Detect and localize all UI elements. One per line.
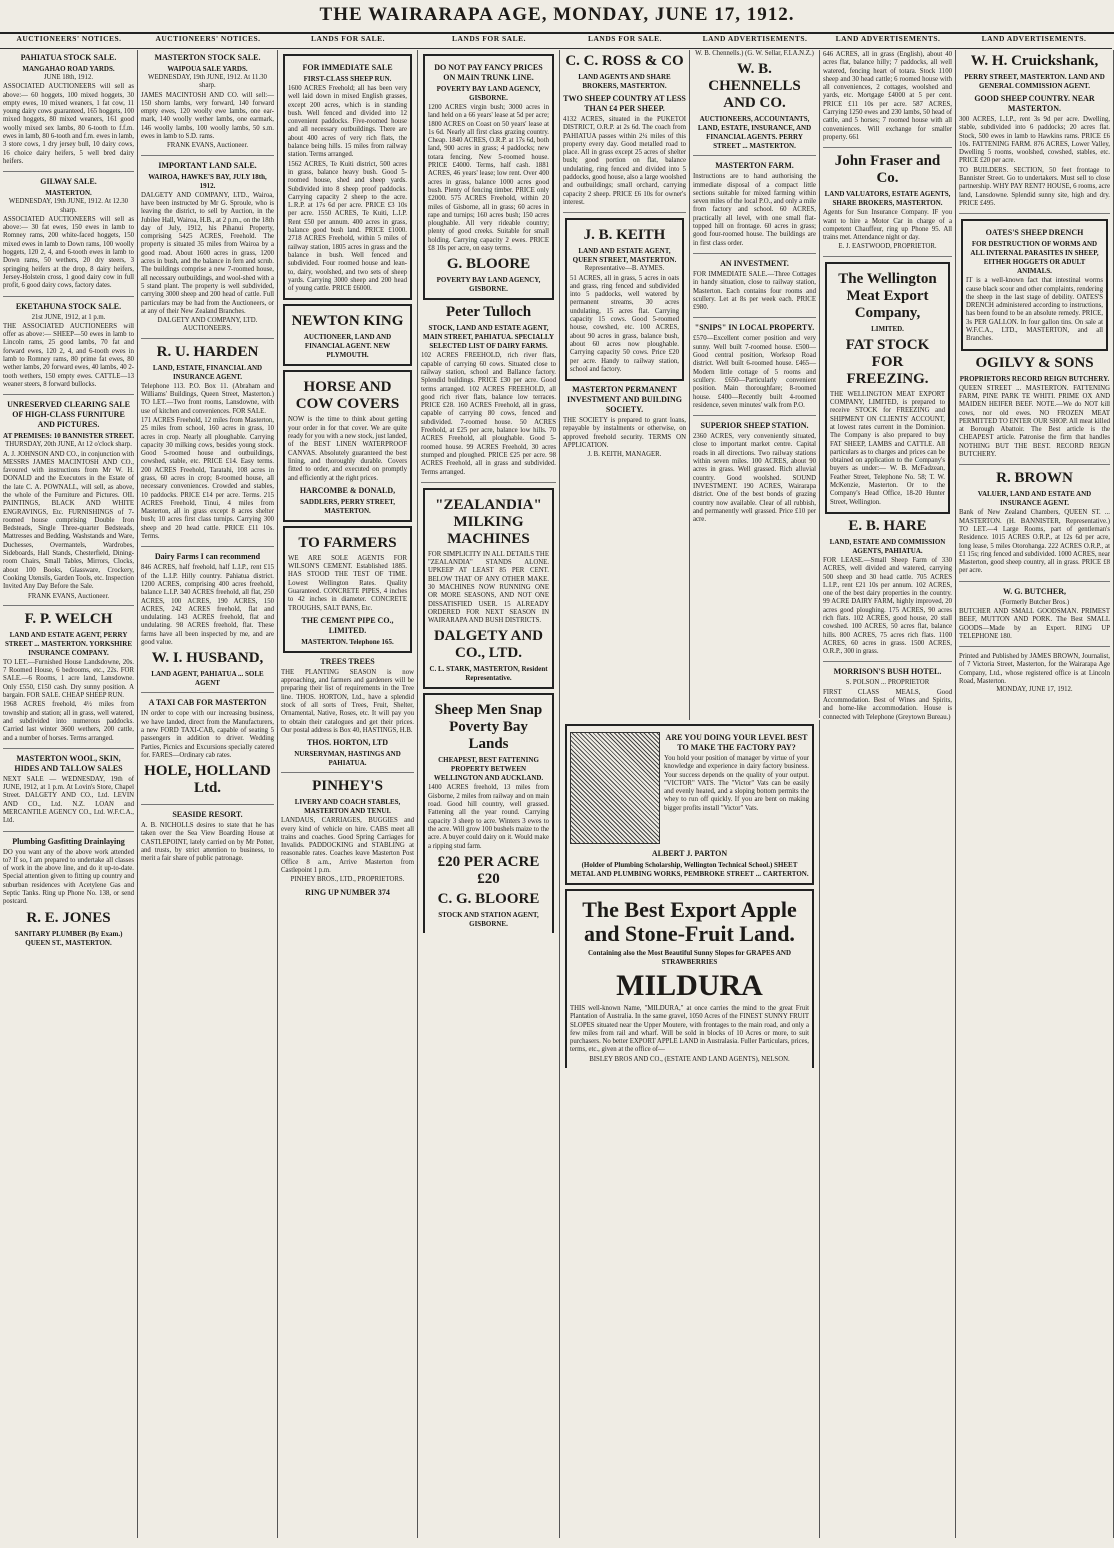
- ad-subtitle: MANGAHAO ROAD YARDS.: [22, 65, 115, 73]
- phone-number: RING UP NUMBER 374: [305, 887, 390, 897]
- meat-export-ad: [825, 262, 950, 514]
- ad-subtitle: LAND, ESTATE AND COMMISSION AGENTS, PAHIATUA.: [829, 537, 946, 555]
- ad-body: Instructions are to hand authorising the immediate disposal of a compact little sections suitable for mixed farming within seven miles of the local P.O., and only a mile from factory and school. 60 ACRES, practically all level, with one small flat-topped hill on frontage. 60 acres in grass; good four-roomed house. The buildings are in first class order.: [693, 173, 816, 247]
- ad-signature: S. POLSON ... PROPRIETOR: [845, 679, 930, 687]
- column-6: [690, 50, 820, 718]
- ad-signature: PINHEY BROS., LTD., PROPRIETORS.: [290, 876, 405, 884]
- column-2: [138, 50, 278, 1538]
- ad-title: FAT STOCK FOR FREEZING.: [845, 336, 930, 387]
- column-8: [956, 50, 1114, 1538]
- column-1: [0, 50, 138, 1538]
- ad-name: W. I. HUSBAND,: [151, 650, 264, 667]
- ad-subtitle: AT PREMISES: 10 BANNISTER STREET.: [3, 432, 134, 441]
- ad-subtitle: LAND VALUATORS, ESTATE AGENTS, SHARE BROKERS, MASTERTON.: [824, 190, 951, 208]
- agent-ad: [823, 518, 952, 663]
- ad-title: "ZEALANDIA" MILKING MACHINES: [435, 496, 542, 547]
- ad-date: JUNE 18th, 1912.: [43, 74, 94, 81]
- ad-subtitle: (Holder of Plumbing Scholarship, Wellington Technical School.) SHEET METAL AND PLUMBING WORKS, PEMBROKE STREET ... CARTERTON.: [570, 861, 809, 878]
- ad-subtitle: LAND, ESTATE, FINANCIAL AND INSURANCE AGENT.: [152, 363, 263, 381]
- ad-title: IMPORTANT LAND SALE.: [158, 160, 257, 170]
- agent-ad: [565, 218, 684, 381]
- ad-subtitle: C. L. STARK, MASTERTON, Resident Representative.: [429, 665, 548, 683]
- trees-ad: [281, 657, 414, 773]
- wide-ad-block: [560, 720, 820, 1538]
- ad-subtitle: VALUER, LAND AND ESTATE AND INSURANCE AGENT.: [977, 490, 1092, 508]
- ad-subtitle: (Formerly Butcher Bros.): [999, 598, 1070, 606]
- ad-subtitle: LIVERY AND COACH STABLES, MASTERTON AND TENUI.: [294, 798, 401, 816]
- ad-title: MASTERTON WOOL, SKIN, HIDES AND TALLOW SALES: [14, 753, 123, 773]
- ad-name: R. BROWN: [996, 470, 1073, 487]
- ad-title: OATES'S SHEEP DRENCH: [985, 228, 1084, 238]
- ad-name: OGILVY & SONS: [975, 354, 1094, 371]
- ad-body: JAMES MACINTOSH AND CO. will sell:— 150 shorn lambs, very forward, 140 forward empty ewes, 120 woolly ewe lambs, one ear-mark, 140 woolly wether lambs, one earmark, 146 woolly lambs, 100 woolly lambs, 50 s.m. ewes in lamb to S.D. rams.: [141, 91, 274, 141]
- stock-sale-ad: [141, 53, 274, 156]
- ad-title: TO FARMERS: [298, 534, 397, 551]
- vats-ad: [565, 724, 814, 885]
- sheep-drench-ad: [961, 219, 1108, 350]
- ad-name: NEWTON KING: [291, 313, 404, 330]
- ad-body: 1400 ACRES freehold, 13 miles from Gisborne, 2 miles from railway and on main road. Good hill country, well grassed. Fattening all the year round. Carrying capacity 3 sheep to acre. Winters 3 ewes to the acre. Will grow 100 bushels maize to the acre. A buyer could dairy on it. Would make a ripping stud farm.: [428, 784, 549, 850]
- section-header: LANDS FOR SALE.: [418, 34, 560, 49]
- ad-partners: W. B. Chennells.) (G. W. Sellar, F.I.A.N.Z.): [695, 50, 814, 57]
- ad-body: QUEEN STREET ... MASTERTON. FATTENING FARM, PINE PARK TE WHITI. PRIME OX AND MAIDEN HEIFER BEEF. NOTE.—We do NOT kill cows, nor old ewes. NO FROZEN MEAT PERMITTED TO ENTER OUR SHOP. All meat killed at Borough Abattoir. The Best article is the CHEAPEST article. Patronise the firm that handles NOTHING BUT THE BEST. RECORD REIGN BUTCHERY.: [959, 384, 1110, 459]
- ad-title: SUPERIOR SHEEP STATION.: [700, 421, 809, 431]
- ad-body: NOW is the time to think about getting your order in for that cover. We are quite ready for you with a new stock, just landed, of the BEST LINEN WATERPROOF CANVAS. Absolutely guaranteed the best lining, and thoroughly durable. Covers fitted to order, and executed on promptly and efficiently at the right prices.: [288, 416, 407, 482]
- ad-date: THURSDAY, 20th JUNE, At 12 o'clock sharp.: [5, 441, 132, 449]
- ad-body: 102 ACRES FREEHOLD, rich river flats, capable of carrying 60 cows. Situated close to railway station, school and Ballance factory. Splendid buildings. PRICE £30 per acre. Good terms arranged. 102 ACRES FREEHOLD, all good rich river flats, balance low terraces. PRICE £28. 160 ACRES Freehold, all in grass, capable of carrying 80 cows, fenced and subdivided. 7-roomed house. 50 ACRES Freehold, at £25 per acre, balance low hills. 70 ACRES Freehold, all ploughable. Good 5-roomed house. 99 ACRES Freehold, 30 acres stumped and ploughed. PRICE £25 per acre. 98 ACRES Freehold, all in grass and subdivided. Terms arranged.: [421, 352, 556, 476]
- plumber-ad: [3, 837, 134, 952]
- ad-title: GOOD SHEEP COUNTRY. NEAR MASTERTON.: [974, 94, 1095, 113]
- ad-body: ASSOCIATED AUCTIONEERS will sell as above:— 60 hoggets, 100 mixed hoggets, 30 empty ewes, 10 mixed weaners, 1 fat cow, 11 young dairy cows guaranteed, 165 hoggets, 100 mixed hoggets, 80 mixed weaners, 161 good woolly mixed sex lambs, 80 6-tooth to f.f.m. ewes in lamb, 80 6-tooth and f.m. ewes in lamb, 3 store cows, 1 dry jersey bull, 10 dairy cows, 16 choice dairy heifers, 5 well bred dairy heifers.: [3, 83, 134, 165]
- agent-ad: [563, 53, 686, 213]
- ad-subtitle: FIRST-CLASS SHEEP RUN.: [303, 75, 392, 83]
- ad-body: THE PLANTING SEASON is now approaching, and farmers and gardeners will be preparing their list of requirements in the Tree line. THOS. HORTON, Ltd., have a splendid stock of all sorts of Trees, Fruit, Shelter, Ornamental, Native, Roses, etc. It will pay you to obtain their catalogues and get their prices. Our postal address is Box 40, HASTINGS, H.B.: [281, 668, 414, 734]
- masthead: [0, 0, 1114, 34]
- sheep-run-ad: [283, 54, 412, 300]
- ad-name: W. B. CHENNELLS AND CO.: [708, 61, 801, 112]
- butchery-ad: [959, 355, 1110, 466]
- ad-body: £570—Excellent corner position and very sunny. Well built 7-roomed house. £500—Good central position, Worksop Road district. Well built 6-roomed house. £465—Modern little cottage of 5 rooms and scullery. £650—Particularly convenient position. Main thoroughfare; 8-roomed house. £400—Recently built 4-roomed residence, seven minutes' walk from P.O.: [693, 335, 816, 409]
- ad-title: MASTERTON PERMANENT INVESTMENT AND BUILDING SOCIETY.: [567, 385, 682, 415]
- land-ad: [823, 51, 952, 148]
- imprint-text: Printed and Published by JAMES BROWN, Journalist, of 7 Victoria Street, Masterton, for the Wairarapa Age Company, Ltd., whose registered office is at Lincoln Road, Masterton.: [959, 653, 1110, 686]
- ad-signature: BISLEY BROS AND CO., (ESTATE AND LAND AGENTS), NELSON.: [589, 1055, 790, 1063]
- ad-title: AN INVESTMENT.: [720, 258, 789, 268]
- column-3: [278, 50, 418, 1538]
- ad-title: EKETAHUNA STOCK SALE.: [15, 301, 122, 311]
- ad-name: THOS. HORTON, LTD: [306, 738, 389, 748]
- ad-subtitle: LIMITED.: [871, 324, 904, 333]
- ad-body: 51 ACRES, all in grass, 5 acres in oats and grass, ring fenced and subdivided into 5 paddocks, well watered by permanent streams, 30 acres undulating, 15 acres flat. Carrying capacity 15 cows. Good 5-roomed house, cowshed, etc. 100 ACRES, about 90 acres in grass, balance bush, about 60 acres now ploughable. Carrying capacity 50 cows. Price £20 per acre. Handy to railway station, school and factory.: [570, 274, 679, 373]
- ad-body: 2360 ACRES, very conveniently situated, close to important market centre. Capital roads in all directions. Two railway stations within seven miles. 100 ACRES, about 90 acres in grass. Well grassed. Rich alluvial country. Good woolshed. SOUND INVESTMENT. 190 ACRES, Wairarapa district. One of the best bonds of grazing country now available. Clear of all rubbish, and permanently well grassed. Price £10 per acre.: [693, 433, 816, 524]
- ad-subtitle: STOCK, LAND AND ESTATE AGENT, MAIN STREET, PAHIATUA. SPECIALLY SELECTED LIST OF DAIRY FARMS.: [422, 324, 554, 351]
- ad-subtitle: LAND AND ESTATE AGENT, PERRY STREET ... MASTERTON. YORKSHIRE INSURANCE COMPANY.: [4, 630, 133, 657]
- ad-body: THE WELLINGTON MEAT EXPORT COMPANY, LIMITED, is prepared to receive STOCK for FREEZING and SHIPMENT ON CLIENTS' ACCOUNT, at lowest rates current in the Dominion. The Company is also prepared to buy FAT SHEEP, LAMBS and CATTLE. All particulars as to charges and prices can be obtained on application to the Company's buyers as under:— W. B. McFadzean, Feather Street, Telephone No. 58; T. W. McKenzie, Masterton. Or to the Company's Head Office, 18-20 Hunter Street, Wellington.: [830, 390, 945, 506]
- ad-subtitle: LAND AGENTS AND SHARE BROKERS, MASTERTON.: [578, 73, 671, 90]
- snips-ad: [693, 323, 816, 416]
- ad-body: IN order to cope with our increasing business, we have landed, direct from the Manufacturers, a new FORD TAXI-CAB, capable of seating 5 passengers in addition to driver. Wedding Parties, Picnics and Excursions specially catered for. FARES—Ordinary cab rates.: [141, 710, 274, 759]
- agent-ad: [421, 304, 556, 482]
- stock-sale-ad: [3, 53, 134, 172]
- ad-title: ARE YOU DOING YOUR LEVEL BEST TO MAKE THE FACTORY PAY?: [665, 733, 808, 752]
- ad-name: MILDURA: [616, 969, 763, 1002]
- ad-name: PINHEY'S: [312, 778, 383, 795]
- ad-title: Sheep Men Snap Poverty Bay Lands: [434, 702, 543, 753]
- hotel-ad: [823, 667, 952, 726]
- ad-subtitle: LAND AGENT, PAHIATUA ... SOLE AGENT: [151, 670, 264, 688]
- ad-name: F. P. WELCH: [24, 610, 113, 627]
- newspaper-title: THE WAIRARAPA AGE, MONDAY, JUNE 17, 1912.: [319, 4, 795, 25]
- ad-title: DO NOT PAY FANCY PRICES ON MAIN TRUNK LINE.: [434, 63, 543, 82]
- ad-signature: FRANK EVANS, Auctioneer.: [166, 142, 249, 150]
- ad-title: FOR IMMEDIATE SALE: [302, 63, 393, 72]
- ad-body: DO you want any of the above work attended to? If so, I am prepared to undertake all classes of work in the above line, and do it up-to-date. Special attention given to fitting up country and suburban residences with Acetylene Gas and Septic Tanks. Ring up Phone No. 138, or send postcard.: [3, 848, 134, 906]
- ad-signature: E. J. EASTWOOD, PROPRIETOR.: [838, 243, 937, 251]
- ad-body: 1562 ACRES, Te Kuiti district, 500 acres in grass, balance heavy bush. Good 5-roomed house, shed and sheep yards. Subdivided into 8 sheep proof paddocks. Carrying capacity 2 sheep to the acre. L.R.P. at 17s 6d per acre. PRICE £3 10s per acre. 1550 ACRES, Te Kuiti, L.I.P. Rent £50 per annum. 400 acres in grass, balance good bush land. PRICE £1000. 2718 ACRES Freehold, within 5 miles of railway station, 1805 acres in grass and the balance in bush. Well fenced and subdivided. Four roomed house and lean-to, dairy, woolshed, and two sets of sheep yards. Carrying 3000 sheep and 200 head of young cattle. PRICE £6000.: [288, 160, 407, 293]
- ad-body: TO BUILDERS. SECTION, 50 feet frontage to Bannister Street. Go to undertakers. Must sell to close partnership. WHY PAY RENT? HOUSE, 6 rooms, acre land, Lansdowne. Splendid sunny site, high and dry. PRICE £495.: [959, 166, 1110, 207]
- ad-subtitle: Containing also the Most Beautiful Sunny Slopes for GRAPES AND STRAWBERRIES: [587, 949, 792, 966]
- ad-name: W. H. Cruickshank,: [970, 53, 1099, 69]
- land-sale-ad: [141, 161, 274, 339]
- milking-machines-ad: [423, 488, 554, 690]
- agent-ad: [141, 344, 274, 548]
- wool-sale-ad: [3, 754, 134, 832]
- ad-representative: Representative—B. AYMES.: [584, 265, 665, 273]
- ad-body: 846 ACRES, half freehold, half L.I.P., rent £15 of the L.I.P. Hilly country. Pahiatua district. 1200 ACRES, comprising 400 acres freehold, balance L.I.P. 340 ACRES freehold, all flat, 250 ACRES, 100 ACRES, 190 ACRES, 150 ACRES, 242 ACRES freehold, flat and undulating. 143 ACRES freehold, flat and undulating. 98 ACRES freehold, flat. These farms have all been inspected by me, and are good value.: [141, 564, 274, 647]
- ad-title: The Best Export Apple and Stone-Fruit Land.: [582, 897, 797, 946]
- agent-ad: [3, 611, 134, 749]
- agent-ad: [693, 50, 816, 156]
- ad-date: WEDNESDAY, 19th JUNE, 1912. At 12.30 sharp.: [8, 198, 129, 214]
- sheep-station-ad: [693, 421, 816, 529]
- section-header: LANDS FOR SALE.: [560, 34, 690, 49]
- ad-body: 1200 ACRES virgin bush; 3000 acres in land held on a 66 years' lease at 5d per acre; 1800 ACRES on Coast on 50 years' lease at 1s 6d. Nearly all first class grazing country. Cheap. 1840 ACRES, O.R.P. at 17s 6d, both land, 900 acres in grass; 4 paddocks; new totara fencing. New 5-roomed house. PRICE £4000. Terms, half cash. 1881 ACRES, 46 years' lease; low rent. Over 400 acres in grass, balance 1000 acres good bush. Plenty of fencing timber. PRICE only £2000. 575 ACRES Freehold, within 20 miles of Gisborne, all in grass; 60 acres in rape and turnips; 160 acres bush; 150 acres ploughable. All very rideable country; plenty of good creeks. Suitable for small holding. Carrying capacity 2 ewes. PRICE £8 10s per acre, on easy terms.: [428, 104, 549, 253]
- seaside-ad: [141, 810, 274, 868]
- ad-name: C. C. ROSS & CO: [565, 53, 684, 69]
- stock-sale-ad: [3, 302, 134, 396]
- ad-subtitle: STOCK AND STATION AGENT, GISBORNE.: [438, 910, 539, 928]
- ad-body: THIS well-known Name, "MILDURA," at once carries the mind to the great Fruit Plantation of Australia. In the same gravel, 1050 Acres of the FINEST SUNNY FRUIT SLOPES situated near the Upper Moutere, with frontages to the main road, and only a few miles from rail and wharf. Will be sold in blocks of 10 Acres or more, to suit purchasers. No better EXPORT APPLE LAND in Australasia. Fuller Particulars, prices, terms, etc., given at the office of—: [570, 1005, 809, 1054]
- ad-subtitle: AUCTIONEER, LAND AND FINANCIAL AGENT. NEW PLYMOUTH.: [303, 333, 392, 360]
- ad-title: Dairy Farms I can recommend: [154, 552, 261, 562]
- ad-body: 646 ACRES, all in grass (English), about 40 acres flat, balance hilly; 7 paddocks, all well watered, fencing heart of totara. Stock 1100 sheep and 30 head cattle; 6 roomed house with all conveniences, 2 cottages, woolshed and yards, etc. Mortgage £4000 at 5 per cent. PRICE £11 10s per acre. 587 ACRES, Carrying 1250 ewes and 230 lambs, 50 head of cattle, and 5 horses; 7 roomed house with all conveniences. Will exchange for smaller property. 661: [823, 51, 952, 141]
- ad-name: R. E. JONES: [26, 909, 111, 926]
- ad-name: DALGETY AND CO., LTD.: [433, 628, 544, 662]
- imprint-date: MONDAY, JUNE 17, 1912.: [996, 686, 1073, 694]
- poverty-bay-ad: [423, 693, 554, 932]
- ad-name: W. G. BUTCHER,: [1002, 586, 1067, 596]
- ad-name: J. B. KEITH: [583, 227, 666, 244]
- ad-subtitle: SADDLERS, PERRY STREET, MASTERTON.: [299, 497, 396, 515]
- ad-subtitle: AUCTIONEERS, ACCOUNTANTS, LAND, ESTATE, INSURANCE, AND FINANCIAL AGENTS. PERRY STREET ... MASTERTON.: [697, 115, 812, 151]
- mildura-ad: [565, 889, 814, 1068]
- covers-ad: [283, 370, 412, 521]
- ad-subtitle: SANITARY PLUMBER (By Exam.) QUEEN ST., MASTERTON.: [14, 929, 123, 947]
- ad-title: PAHIATUA STOCK SALE.: [20, 53, 117, 62]
- section-header: AUCTIONEERS' NOTICES.: [0, 34, 138, 49]
- ad-body: WE ARE SOLE AGENTS FOR WILSON'S CEMENT. Established 1885. HAS STOOD THE TEST OF TIME. Lowest Wellington Rates. Quality Guaranteed. CONCRETE PIPES, 4 inches to 42 inches in diameter. CONCRETE TROUGHS, SALT PANS, Etc.: [288, 554, 407, 612]
- ad-title: TREES TREES: [320, 656, 375, 666]
- ad-title: MASTERTON STOCK SALE.: [154, 53, 261, 62]
- ad-body: 171 ACRES Freehold, 12 miles from Masterton, 25 miles from school, 160 acres in grass, 10 acres in crop. Nearly all ploughable. Carrying capacity 30 milking cows, besides young stock. Good 5-roomed house and outbuildings, cowshed, stable, etc. PRICE £14. Easy terms. 200 ACRES Freehold, Taratahi, 108 acres in grass, 60 acres in crop; 8-roomed house, all necessary conveniences. Crowded and stables, 10 paddocks. PRICE £14 per acre. Terms. 215 ACRES Freehold, Tinui, 4 miles from Masterton, all in grass except 8 acres shelter bush; 10 acres first class turnips. Carrying 300 sheep and 20 head cattle. PRICE £11 10s. Terms.: [141, 416, 274, 541]
- ad-date: 21st JUNE, 1912, at 1 p.m.: [31, 313, 106, 321]
- ad-signature: DALGETY AND COMPANY, LTD. AUCTIONEERS.: [157, 317, 258, 333]
- ad-subtitle: WAIPOUA SALE YARDS.: [167, 65, 248, 73]
- ad-title: "SNIPS" IN LOCAL PROPERTY.: [694, 323, 815, 333]
- ad-subtitle: LAND AND ESTATE AGENT, QUEEN STREET, MASTERTON.: [572, 247, 677, 265]
- gisborne-land-ad: [423, 54, 554, 300]
- ad-name: John Fraser and Co.: [834, 153, 941, 187]
- agent-ad: [959, 53, 1110, 214]
- ad-body: NEXT SALE — WEDNESDAY, 19th of JUNE, 1912, at 1 p.m. At Lovin's Store, Chapel Street. DALGETY AND CO., Ltd. LEVIN AND CO., Ltd. N.Z. LOAN and MERCANTILE AGENCY CO., Ltd. W.F.C.A., Ltd.: [3, 775, 134, 825]
- ad-subtitle: POVERTY BAY LAND AGENCY, GISBORNE.: [436, 276, 541, 294]
- ad-signature: FRANK EVANS, Auctioneer.: [27, 592, 110, 600]
- section-header: LAND ADVERTISEMENTS.: [820, 34, 956, 49]
- section-header: AUCTIONEERS' NOTICES.: [138, 34, 278, 49]
- ad-name: Peter Tulloch: [445, 304, 532, 321]
- ad-body: FOR IMMEDIATE SALE.—Three Cottages in handy situation, close to railway station, Masterton. Each contains four rooms and scullery. Let at 8s per week each. PRICE £980.: [693, 270, 816, 312]
- ad-name: R. U. HARDEN: [156, 343, 259, 360]
- ad-name: G. BLOORE: [446, 256, 531, 273]
- ad-name: C. G. BLOORE: [437, 890, 540, 907]
- ad-subtitle: PROPRIETORS RECORD REIGN BUTCHERY.: [959, 374, 1110, 383]
- stock-sale-ad: [3, 177, 134, 296]
- ad-subtitle: CHEAPEST, BEST FATTENING PROPERTY BETWEEN WELLINGTON AND AUCKLAND.: [433, 756, 544, 783]
- ad-name: THE CEMENT PIPE CO., LIMITED.: [301, 615, 394, 635]
- ad-body: 1600 ACRES Freehold; all has been very well laid down in mixed English grasses, except 200 acres, which is in standing bush. Well fenced and divided into 12 convenient paddocks. Five-roomed house and all necessary outbuildings. There are about 400 acres of very rich flats, the balance being hills. 15 miles from railway station. Terms arranged.: [288, 85, 407, 159]
- investment-ad: [693, 259, 816, 318]
- ad-subtitle: NURSERYMAN, HASTINGS AND PAHIATUA.: [294, 750, 401, 768]
- agent-ad: [283, 304, 412, 366]
- column-4: [418, 50, 560, 1538]
- agent-ad: [823, 153, 952, 256]
- ad-body: A. B. NICHOLLS desires to state that he has taken over the Sea View Boarding House at CASTLEPOINT, lately carried on by Mr Potter, and trusts, by strict attention to business, to merit a fair share of public patronage.: [141, 822, 274, 863]
- publisher-imprint: [959, 653, 1110, 694]
- clearing-sale-ad: [3, 400, 134, 606]
- section-header: LANDS FOR SALE.: [278, 34, 418, 49]
- ad-subtitle: MASTERTON. Telephone 165.: [301, 637, 394, 646]
- building-society-ad: [563, 385, 686, 463]
- ad-body: IT is a well-known fact that intestinal worms cause black scour and other complaints, rendering the sheep in the last stage of debility. OATES'S DRENCH administered according to instructions, has been found to be an absolute remedy. PRICE, 3s PER GALLON. In four gallon tins. On sale at W.F.C.A., LTD., MASTERTON, and all Branches.: [966, 277, 1103, 343]
- ad-body: BUTCHER AND SMALL GOODSMAN. PRIMEST BEEF, MUTTON AND PORK. The Best SMALL GOODS—Made by an Expert. RING UP TELEPHONE 180.: [959, 607, 1110, 640]
- section-header: LAND ADVERTISEMENTS.: [956, 34, 1112, 49]
- ad-title: MASTERTON FARM.: [715, 161, 794, 171]
- ad-title: GILWAY SALE.: [40, 177, 97, 187]
- ad-name: HARCOMBE & DONALD,: [299, 485, 396, 495]
- ad-signature: J. B. KEITH, MANAGER.: [587, 451, 662, 459]
- ad-body: Telephone 113. P.O. Box 11. (Abraham and Williams' Buildings, Queen Street, Masterton.) TO LET.—Two front rooms, Lansdowne, with use of kitchen and conveniences. FOR SALE.: [141, 382, 274, 415]
- butcher-ad: [959, 587, 1110, 647]
- ad-name: E. B. HARE: [848, 517, 927, 534]
- dairy-farms-ad: [141, 552, 274, 693]
- ad-title: TWO SHEEP COUNTRY AT LESS THAN £4 PER SHEEP.: [563, 94, 686, 113]
- ad-body: ASSOCIATED AUCTIONEERS will sell as above:— 30 fat ewes, 150 ewes in lamb to Romney rams, 200 white-faced hoggets, 150 mixed ewes in lamb to Down rams, 100 woolly hoggets, 120 2, 4, and 6-tooth ewes in lamb to Down rams, 50 wethers, 20 dry steers, 3 springing heifers at the drop, 8 dairy heifers, Jersey-Holstein cross, 1 good dairy cow in full profit, 6 good dairy cows, factory dates.: [3, 215, 134, 290]
- ad-body: 4132 ACRES, situated in the PUKETOI DISTRICT, O.R.P. at 2s 6d. The coach from PAHIATUA passes within 2¼ miles of this property every day. Good metalled road to place. All in grass except 25 acres of shelter bush; good portion on flat, balance undulating, ring fenced and divided into 5 paddocks, good house, also a large woolshed and outbuildings; small orchard, carrying capacity 2 sheep. PRICE £6 10s for owner's interest.: [563, 116, 686, 206]
- farmer-illustration: [570, 732, 660, 844]
- ad-body: You hold your position of manager by virtue of your knowledge and experience in dairy factory business. Your success depends on the quality of your output. "VICTOR" VATS. The "Victor" Vats can be easily and evenly heated, and a sloping bottom permits the whey to run off quickly. If you are bent on making bigger profits install "Victor" Vats.: [664, 755, 809, 812]
- ad-body: LANDAUS, CARRIAGES, BUGGIES and every kind of vehicle on hire. CABS meet all trains and coaches. Good Spring Carriages for Invalids. PADDOCKING and STABLING at reasonable rates. Coaches leave Masterton Post Office 8 a.m., Arrive Masterton from Castlepoint 1 p.m.: [281, 817, 414, 875]
- ad-body: FOR SIMPLICITY IN ALL DETAILS THE "ZEALANDIA" STANDS ALONE. UPKEEP AT LEAST 85 PER CENT. BELOW THAT OF ANY OTHER MAKE. 30 MACHINES NOW RUNNING ONE OR MORE SEASONS, AND NOT ONE DISSATISFIED USER. 15 ALREADY ORDERED FOR NEXT SEASON IN WAIRARAPA AND BUSH DISTRICTS.: [428, 550, 549, 625]
- ad-body: THE SOCIETY is prepared to grant loans, repayable by instalments or otherwise, on approved freehold security. TERMS ON APPLICATION.: [563, 417, 686, 450]
- section-header: LAND ADVERTISEMENTS.: [690, 34, 820, 49]
- ad-body: 300 ACRES, L.I.P., rent 3s 9d per acre. Dwelling, stable, subdivided into 6 paddocks; 20 acres flat. Stock, 500 ewes in lamb to Hawkins rams. PRICE £6 10s. FATTENING FARM. 876 ACRES, Lower Valley, Dwelling 5 rooms, woolshed, cowshed, stables, etc. PRICE £20 per acre.: [959, 116, 1110, 165]
- ad-subtitle: FOR DESTRUCTION OF WORMS AND ALL INTERNAL PARASITES IN SHEEP, EITHER HOGGETS OR ADULT ANIMALS.: [970, 240, 1099, 276]
- ad-title: A TAXI CAB FOR MASTERTON: [148, 698, 267, 708]
- ad-subtitle: MASTERTON.: [45, 189, 92, 198]
- ad-title: HORSE AND COW COVERS: [295, 379, 400, 413]
- ad-title: Plumbing Gasfitting Drainlaying: [12, 836, 125, 846]
- ad-body: FOR LEASE.—Small Sheep Farm of 330 ACRES, well divided and watered, carrying 500 sheep and 30 head cattle. 705 ACRES L.I.P., rent £21 10s per annum. 102 ACRES, one of the best dairy properties in the country. 99 ACRE DAIRY FARM, highly improved, 20 acres good ploughing. 175 ACRES, 90 acres rich flats. 102 ACRES, good house, 20 stall cowshed. 100 ACRES, 50 acres flat, balance hills. 800 ACRES, 75 acres rich flats. 1100 ACRES, 60 acres in grass. 1500 ACRES, O.R.P., 300 in grass.: [823, 556, 952, 656]
- ad-name: ALBERT J. PARTON: [651, 849, 728, 858]
- column-7: [820, 50, 956, 1538]
- ad-body: Bank of New Zealand Chambers, QUEEN ST. ... MASTERTON. (H. BANNISTER, Representative.) TO LET.—4 Large Rooms, part of gentleman's Residence. 1015 ACRES O.R.P., at 12s 6d per acre, long lease, 5 miles Otorohanga. 222 ACRES O.R.P., at £1 15s; ring fenced and subdivided. 1000 ACRES, near Masterton, good sheep country, all in grass. PRICE £8 per acre.: [959, 509, 1110, 575]
- livery-ad: [281, 778, 414, 903]
- ad-subtitle: WAIROA, HAWKE'S BAY, JULY 18th, 1912.: [148, 172, 267, 190]
- taxi-ad: [141, 698, 274, 805]
- ad-title: SEASIDE RESORT.: [172, 810, 243, 820]
- ad-name: HOLE, HOLLAND Ltd.: [144, 763, 271, 797]
- ad-body: DALGETY AND COMPANY, LTD., Wairoa, have been instructed by Mr G. Sproule, who is leaving the district, to sell by Auction, in the Jubilee Hall, Wairoa, H.B., at 2 p.m., on the 18th day of July, 1912, his Pihanui Property, comprising 5425 ACRES, Freehold. The property is situated 35 miles from Wairoa by a good road. About 1600 acres in grass, 1200 acres in bush, and the balance in fern and scrub. The buildings comprise a new 7-roomed house, all necessary outbuildings, and wool-shed with a 5 stand plant. The property is well subdivided, carrying 3000 sheep and 200 head of cattle. Full particulars may be had from the Auctioneers, or at any of their New Zealand Branches.: [141, 191, 274, 315]
- ad-body: Agents for Sun Insurance Company. IF you want to hire a Motor Car in charge of a competent Chauffeur, ring up Phone 95. All trains met. Attendance night or day.: [823, 209, 952, 242]
- ad-title: MORRISON'S BUSH HOTEL.: [833, 667, 942, 677]
- cement-ad: [283, 526, 412, 653]
- ad-name: The Wellington Meat Export Company,: [838, 270, 937, 321]
- ad-body: FIRST CLASS MEALS, Good Accommodation. Best of Wines and Spirits, and home-like accommodation. House is connected with Telephone (Greytown Bureau.): [823, 688, 952, 721]
- agent-ad: [959, 470, 1110, 581]
- ad-title: UNRESERVED CLEARING SALE OF HIGH-CLASS FURNITURE AND PICTURES.: [7, 400, 130, 430]
- ad-price: £20 PER ACRE £20: [437, 853, 540, 887]
- ad-subtitle: POVERTY BAY LAND AGENCY, GISBORNE.: [436, 85, 541, 102]
- ad-body: A. J. JOHNSON AND CO., in conjunction with MESSRS JAMES MACINTOSH AND CO., favoured with instructions from Mr W. H. DONALD and the Executors in the Estate of the late C. A. POWNALL, will sell, as above, the whole of the Furniture and Pictures. OIL PAINTINGS, BLACK AND WHITE ENGRAVINGS, Etc. FURNISHINGS of 7-roomed house comprising Double Iron Bedsteads, Single Three-quarter Bedsteads, Mattresses and Bedding, Washstands and Ware, Duchesses, Overmantels, Wardrobes, Sideboards, Hall Stands, Chesterfield, Dining-room Chairs, Small Tables, Mirrors, Clocks, about 100 Books, Glassware, Crockery, Cooking Utensils, Garden Tools, etc. Inspection Invited Any Day Before the Sale.: [3, 450, 134, 591]
- farm-ad: [693, 161, 816, 254]
- ad-body: 1968 ACRES freehold, 4½ miles from township and station; all in grass, well watered, and subdivided into numerous paddocks. Carried last winter 3600 wethers, 200 cattle, and a number of horses. Terms arranged.: [3, 701, 134, 742]
- ad-body: TO LET.—Furnished House Landsdowne, 20s. 7 Roomed House, 6 bedrooms, etc., 22s. FOR SALE.—6 Rooms, 1 acre land, Lansdowne. Only £550, £150 cash. Dry sunny position. A bargain. FOR SALE. CHEAP SHEEP RUN.: [3, 658, 134, 700]
- ad-subtitle: PERRY STREET, MASTERTON. LAND AND GENERAL COMMISSION AGENT.: [964, 73, 1105, 90]
- ad-date: WEDNESDAY, 19th JUNE, 1912. At 11.30 sharp.: [148, 74, 267, 90]
- ad-body: THE ASSOCIATED AUCTIONEERS will offer as above:— SHEEP—50 ewes in lamb to Lincoln rams, 25 good lambs, 70 fat and forward ewes, 120 2, 4, and 6-tooth ewes in lamb to Romney rams, 80 prime fat ewes, 80 wether lambs, 20 forward ewes, 40 lambs, 40 2-tooth wethers, 150 empty ewes. CATTLE—13 weaner steers, 8 forward bullocks.: [3, 322, 134, 388]
